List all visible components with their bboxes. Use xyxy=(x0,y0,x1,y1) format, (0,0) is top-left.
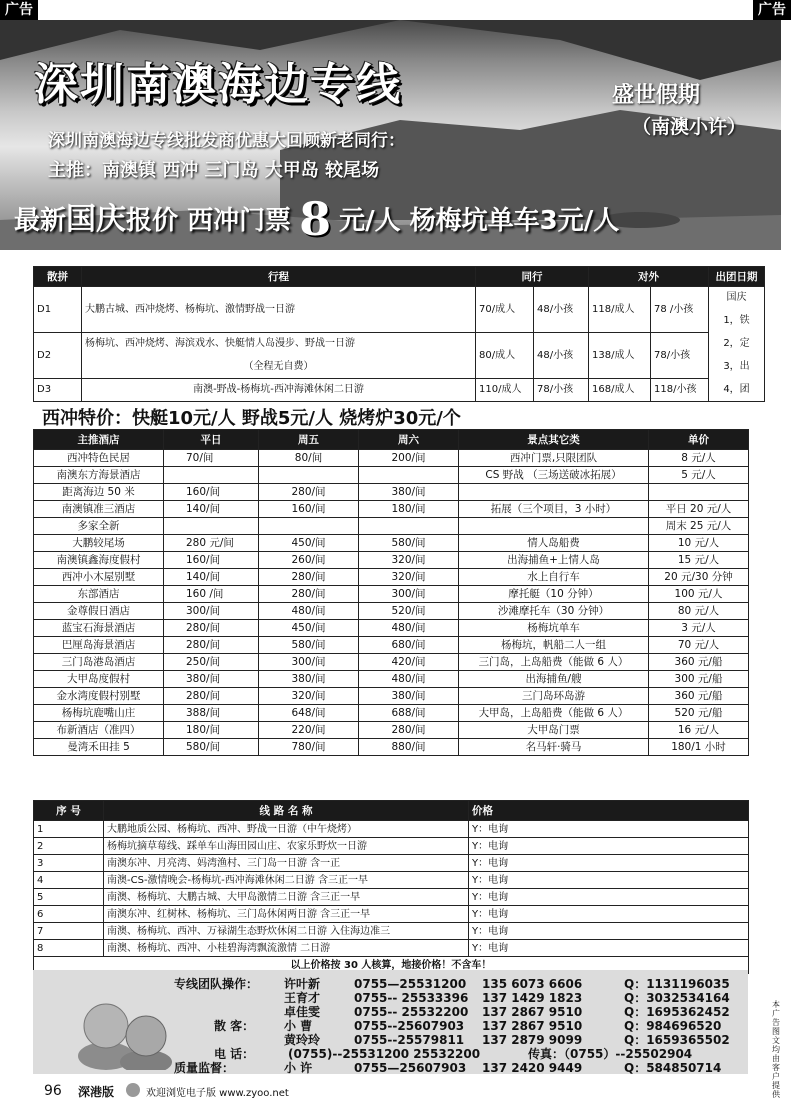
contact-qq: Q：1131196035 xyxy=(624,977,730,991)
route-price: Y：电询 xyxy=(469,821,749,838)
weekday-price: 70/间 xyxy=(164,450,259,467)
friday-price: 648/间 xyxy=(259,705,359,722)
contact-name: 黄玲玲 xyxy=(284,1033,321,1047)
route-row xyxy=(34,855,749,872)
weekday-price: 280/间 xyxy=(164,620,259,637)
fax-line: 传真：（0755）--25502904 xyxy=(528,1047,693,1061)
weekday-price: 160/间 xyxy=(164,484,259,501)
contact-qq: Q：1659365502 xyxy=(624,1033,730,1047)
friday-price: 220/间 xyxy=(259,722,359,739)
attraction-price: 100 元/人 xyxy=(649,586,749,603)
route-no: 4 xyxy=(34,872,104,889)
saturday-price: 520/间 xyxy=(359,603,459,620)
customer-service-avatar-icon xyxy=(71,978,181,1070)
route-price: Y：电询 xyxy=(469,940,749,957)
phone-line: (0755)--25531200 25532200 xyxy=(288,1047,481,1061)
tour-p4: 78 /小孩 xyxy=(651,287,709,333)
hotel-row xyxy=(34,484,749,501)
th-friday: 周五 xyxy=(259,430,359,450)
contact-name: 卓佳雯 xyxy=(284,1005,321,1019)
saturday-price: 200/间 xyxy=(359,450,459,467)
route-no: 3 xyxy=(34,855,104,872)
hotel-table xyxy=(33,429,749,756)
attraction-price: 10 元/人 xyxy=(649,535,749,552)
label-team: 专线团队操作： xyxy=(174,977,259,991)
hotel-row xyxy=(34,671,749,688)
tour-date: 国庆 xyxy=(709,287,765,310)
attraction-price: 80 元/人 xyxy=(649,603,749,620)
hotel-name: 西冲小木屋别墅 xyxy=(34,569,164,586)
tour-route: 杨梅坑、西冲烧烤、海滨戏水、快艇情人岛漫步、野战一日游 xyxy=(82,333,476,356)
hotel-row xyxy=(34,518,749,535)
route-no: 7 xyxy=(34,923,104,940)
site-link[interactable]: 欢迎浏览电子版 www.zyoo.net xyxy=(146,1088,289,1099)
th-route: 行程 xyxy=(82,267,476,287)
attraction-price: 16 元/人 xyxy=(649,722,749,739)
route-name: 南澳、杨梅坑、西冲、万禄湖生态野炊休闲二日游 入住海边准三 xyxy=(104,923,469,940)
route-price: Y：电询 xyxy=(469,855,749,872)
attraction-name: 三门岛，上岛船费（能做 6 人） xyxy=(459,654,649,671)
route-row xyxy=(34,872,749,889)
attraction-name: CS 野战 （三场送破冰拓展） xyxy=(459,467,649,484)
attraction-name: 大甲岛门票 xyxy=(459,722,649,739)
saturday-price: 420/间 xyxy=(359,654,459,671)
route-price: Y：电询 xyxy=(469,906,749,923)
friday-price: 280/间 xyxy=(259,569,359,586)
saturday-price: 480/间 xyxy=(359,671,459,688)
hotel-name: 巴厘岛海景酒店 xyxy=(34,637,164,654)
contact-tel: 0755—25531200 xyxy=(354,977,467,991)
route-name: 南澳、杨梅坑、西冲、小桂碧海湾飘流激情 二日游 xyxy=(104,940,469,957)
friday-price: 380/间 xyxy=(259,671,359,688)
route-no: 6 xyxy=(34,906,104,923)
contact-tel: 0755-- 25532200 xyxy=(354,1005,469,1019)
attraction-price: 360 元/船 xyxy=(649,654,749,671)
attraction-name: 摩托艇（10 分钟） xyxy=(459,586,649,603)
quality-qq: Q：584850714 xyxy=(624,1061,722,1075)
tour-route: 大鹏古城、西冲烧烤、杨梅坑、激情野战一日游 xyxy=(82,287,476,333)
hotel-row xyxy=(34,620,749,637)
friday-price: 450/间 xyxy=(259,535,359,552)
weekday-price xyxy=(164,518,259,535)
tour-p1: 80/成人 xyxy=(476,333,534,379)
hotel-name: 东部酒店 xyxy=(34,586,164,603)
saturday-price: 380/间 xyxy=(359,688,459,705)
route-row xyxy=(34,838,749,855)
contact-name: 王育才 xyxy=(284,991,321,1005)
attraction-name: 西冲门票,只限团队 xyxy=(459,450,649,467)
th-date: 出团日期 xyxy=(709,267,765,287)
friday-price: 580/间 xyxy=(259,637,359,654)
route-price: Y：电询 xyxy=(469,872,749,889)
attraction-price: 360 元/船 xyxy=(649,688,749,705)
saturday-price: 180/间 xyxy=(359,501,459,518)
tour-p3: 138/成人 xyxy=(589,333,651,379)
price-a: 最新 xyxy=(14,206,67,236)
th-hotel: 主推酒店 xyxy=(34,430,164,450)
contact-qq: Q：3032534164 xyxy=(624,991,730,1005)
route-row xyxy=(34,923,749,940)
friday-price: 160/间 xyxy=(259,501,359,518)
attraction-price: 平日 20 元/人 xyxy=(649,501,749,518)
attraction-name: 出海捕鱼+上情人岛 xyxy=(459,552,649,569)
brand-contact: （南澳小许） xyxy=(632,116,747,138)
hotel-row xyxy=(34,586,749,603)
weekday-price: 160 /间 xyxy=(164,586,259,603)
bottom-bar xyxy=(0,1079,791,1100)
weekday-price: 280 元/间 xyxy=(164,535,259,552)
tour-date: 2，定 xyxy=(709,333,765,356)
price-number: 8 xyxy=(299,192,332,246)
hotel-name: 多家全新 xyxy=(34,518,164,535)
attraction-price: 5 元/人 xyxy=(649,467,749,484)
hotel-name: 金尊假日酒店 xyxy=(34,603,164,620)
hero-banner xyxy=(0,20,781,250)
weekday-price: 280/间 xyxy=(164,637,259,654)
tour-table xyxy=(33,266,765,402)
route-name: 南澳东冲、月亮湾、妈湾渔村、三门岛一日游 含一正 xyxy=(104,855,469,872)
friday-price: 300/间 xyxy=(259,654,359,671)
ad-tag-right: 广告 xyxy=(753,0,791,20)
tour-header xyxy=(34,267,765,287)
th-group: 散拼 xyxy=(34,267,82,287)
hotel-row xyxy=(34,688,749,705)
quality-mobile: 137 2420 9449 xyxy=(482,1061,583,1075)
saturday-price: 580/间 xyxy=(359,535,459,552)
attraction-price: 70 元/人 xyxy=(649,637,749,654)
site-logo-icon xyxy=(126,1083,140,1097)
tour-row xyxy=(34,379,765,402)
saturday-price xyxy=(359,518,459,535)
tour-p3: 168/成人 xyxy=(589,379,651,402)
contact-mobile: 137 2879 9099 xyxy=(482,1033,583,1047)
contact-tel: 0755--25579811 xyxy=(354,1033,465,1047)
weekday-price: 388/间 xyxy=(164,705,259,722)
th-attraction: 景点其它类 xyxy=(459,430,649,450)
hotel-name: 距离海边 50 米 xyxy=(34,484,164,501)
friday-price: 280/间 xyxy=(259,586,359,603)
attraction-name: 名马轩·骑马 xyxy=(459,739,649,756)
hotel-name: 西冲特色民居 xyxy=(34,450,164,467)
tour-p4: 118/小孩 xyxy=(651,379,709,402)
tour-p1: 110/成人 xyxy=(476,379,534,402)
contact-name: 小 曹 xyxy=(284,1019,313,1033)
friday-price: 320/间 xyxy=(259,688,359,705)
attraction-name: 情人岛船费 xyxy=(459,535,649,552)
contact-footer xyxy=(33,970,748,1074)
tour-id: D2 xyxy=(34,333,82,379)
tour-row xyxy=(34,287,765,310)
contact-qq: Q：1695362452 xyxy=(624,1005,730,1019)
tour-date: 4，团 xyxy=(709,379,765,402)
route-name: 南澳东冲、红树林、杨梅坑、三门岛休闲两日游 含三正一早 xyxy=(104,906,469,923)
price-b: 国庆 xyxy=(66,202,127,237)
hotel-name: 蓝宝石海景酒店 xyxy=(34,620,164,637)
route-no: 5 xyxy=(34,889,104,906)
weekday-price: 250/间 xyxy=(164,654,259,671)
label-phone: 电 话： xyxy=(214,1047,255,1061)
tour-id: D1 xyxy=(34,287,82,333)
route-header xyxy=(34,801,749,821)
saturday-price: 688/间 xyxy=(359,705,459,722)
tour-p3: 118/成人 xyxy=(589,287,651,333)
label-scatter: 散 客： xyxy=(214,1019,255,1033)
special-offer-title: 西冲特价：快艇10元/人 野战5元/人 烧烤炉30元/个 xyxy=(42,408,461,429)
hotel-row xyxy=(34,535,749,552)
attraction-name: 大甲岛，上岛船费（能做 6 人） xyxy=(459,705,649,722)
weekday-price xyxy=(164,467,259,484)
weekday-price: 280/间 xyxy=(164,688,259,705)
tour-date: 1，铁 xyxy=(709,310,765,333)
attraction-price: 8 元/人 xyxy=(649,450,749,467)
attraction-price: 3 元/人 xyxy=(649,620,749,637)
route-body xyxy=(34,821,749,957)
quality-name: 小 许 xyxy=(284,1061,313,1075)
hero-subtitle: 深圳南澳海边专线批发商优惠大回顾新老同行： xyxy=(48,131,405,151)
attraction-price: 300 元/船 xyxy=(649,671,749,688)
tour-route-note: （全程无自费） xyxy=(82,356,476,379)
attraction-name xyxy=(459,518,649,535)
friday-price: 80/间 xyxy=(259,450,359,467)
attraction-name: 出海捕鱼/艘 xyxy=(459,671,649,688)
attraction-name: 水上自行车 xyxy=(459,569,649,586)
tour-route: 南澳-野战-杨梅坑-西冲海滩休闲二日游 xyxy=(82,379,476,402)
hotel-row xyxy=(34,467,749,484)
route-price: Y：电询 xyxy=(469,923,749,940)
attraction-name: 沙滩摩托车（30 分钟） xyxy=(459,603,649,620)
route-price: Y：电询 xyxy=(469,838,749,855)
attraction-name: 杨梅坑单车 xyxy=(459,620,649,637)
route-note: 以上价格按 30 人核算，地接价格！不含车！ xyxy=(34,957,749,974)
attraction-price: 180/1 小时 xyxy=(649,739,749,756)
hotel-name: 南澳镇鑫海度假村 xyxy=(34,552,164,569)
saturday-price: 300/间 xyxy=(359,586,459,603)
th-line: 线 路 名 称 xyxy=(104,801,469,821)
contact-name: 许叶新 xyxy=(284,977,321,991)
friday-price xyxy=(259,467,359,484)
hotel-name: 大鹏较尾场 xyxy=(34,535,164,552)
hotel-name: 金水湾度假村别墅 xyxy=(34,688,164,705)
attraction-price: 15 元/人 xyxy=(649,552,749,569)
route-no: 1 xyxy=(34,821,104,838)
hotel-row xyxy=(34,501,749,518)
route-table xyxy=(33,800,749,974)
th-no: 序 号 xyxy=(34,801,104,821)
price-d: 元/人 杨梅坑单车3元/人 xyxy=(339,206,620,236)
hotel-name: 大甲岛度假村 xyxy=(34,671,164,688)
route-name: 杨梅坑摘草莓线、踩单车山海田园山庄、农家乐野炊一日游 xyxy=(104,838,469,855)
hotel-row xyxy=(34,450,749,467)
hotel-row xyxy=(34,739,749,756)
hotel-row xyxy=(34,637,749,654)
attraction-name: 三门岛环岛游 xyxy=(459,688,649,705)
weekday-price: 140/间 xyxy=(164,501,259,518)
tour-date: 3，出 xyxy=(709,356,765,379)
hotel-row xyxy=(34,552,749,569)
route-no: 8 xyxy=(34,940,104,957)
hotel-header xyxy=(34,430,749,450)
friday-price: 780/间 xyxy=(259,739,359,756)
attraction-price: 20 元/30 分钟 xyxy=(649,569,749,586)
route-row xyxy=(34,889,749,906)
weekday-price: 380/间 xyxy=(164,671,259,688)
route-no: 2 xyxy=(34,838,104,855)
route-name: 南澳、杨梅坑、大鹏古城、大甲岛激情二日游 含三正一早 xyxy=(104,889,469,906)
th-public: 对外 xyxy=(589,267,709,287)
th-peer: 同行 xyxy=(476,267,589,287)
friday-price: 450/间 xyxy=(259,620,359,637)
hero-highlights: 主推：南澳镇 西冲 三门岛 大甲岛 较尾场 xyxy=(48,160,380,181)
attraction-name: 拓展（三个项目，3 小时） xyxy=(459,501,649,518)
contact-mobile: 135 6073 6606 xyxy=(482,977,583,991)
tour-p2: 48/小孩 xyxy=(534,333,589,379)
attraction-price xyxy=(649,484,749,501)
weekday-price: 160/间 xyxy=(164,552,259,569)
hotel-name: 布新酒店（准四） xyxy=(34,722,164,739)
th-unit-price: 单价 xyxy=(649,430,749,450)
edition-label: 深港版 xyxy=(78,1085,115,1099)
saturday-price: 680/间 xyxy=(359,637,459,654)
hotel-name: 三门岛港岛酒店 xyxy=(34,654,164,671)
hotel-body xyxy=(34,450,749,756)
hotel-row xyxy=(34,705,749,722)
saturday-price: 320/间 xyxy=(359,552,459,569)
route-price: Y：电询 xyxy=(469,889,749,906)
hotel-row xyxy=(34,722,749,739)
route-row xyxy=(34,940,749,957)
hotel-row xyxy=(34,603,749,620)
hotel-row xyxy=(34,569,749,586)
page-number: 96 xyxy=(44,1083,62,1099)
friday-price: 280/间 xyxy=(259,484,359,501)
th-weekday: 平日 xyxy=(164,430,259,450)
contact-mobile: 137 1429 1823 xyxy=(482,991,583,1005)
attraction-price: 周末 25 元/人 xyxy=(649,518,749,535)
quality-tel: 0755—25607903 xyxy=(354,1061,467,1075)
saturday-price: 320/间 xyxy=(359,569,459,586)
hotel-name: 南澳镇准三酒店 xyxy=(34,501,164,518)
saturday-price: 280/间 xyxy=(359,722,459,739)
route-row xyxy=(34,821,749,838)
saturday-price: 480/间 xyxy=(359,620,459,637)
hero-price-line xyxy=(14,192,619,246)
route-name: 南澳-CS-激情晚会-杨梅坑-西冲海滩休闲二日游 含三正一早 xyxy=(104,872,469,889)
tour-p2: 78/小孩 xyxy=(534,379,589,402)
hotel-name: 杨梅坑鹿嘴山庄 xyxy=(34,705,164,722)
hotel-row xyxy=(34,654,749,671)
contact-mobile: 137 2867 9510 xyxy=(482,1019,583,1033)
saturday-price: 880/间 xyxy=(359,739,459,756)
route-row xyxy=(34,906,749,923)
friday-price: 260/间 xyxy=(259,552,359,569)
tour-id: D3 xyxy=(34,379,82,402)
weekday-price: 300/间 xyxy=(164,603,259,620)
saturday-price xyxy=(359,467,459,484)
saturday-price: 380/间 xyxy=(359,484,459,501)
friday-price: 480/间 xyxy=(259,603,359,620)
hotel-name: 曼湾禾田挂 5 xyxy=(34,739,164,756)
brand-name: 盛世假期 xyxy=(612,83,701,108)
ad-tag-left: 广告 xyxy=(0,0,38,20)
price-c: 报价 西冲门票 xyxy=(126,206,292,236)
weekday-price: 180/间 xyxy=(164,722,259,739)
tour-row xyxy=(34,333,765,356)
tour-p2: 48/小孩 xyxy=(534,287,589,333)
attraction-price: 520 元/船 xyxy=(649,705,749,722)
contact-mobile: 137 2867 9510 xyxy=(482,1005,583,1019)
friday-price xyxy=(259,518,359,535)
hero-title: 深圳南澳海边专线 xyxy=(34,59,402,110)
side-note: 本广告图文均由客户提供 xyxy=(772,1000,780,1099)
weekday-price: 580/间 xyxy=(164,739,259,756)
contact-tel: 0755--25607903 xyxy=(354,1019,465,1033)
contact-tel: 0755-- 25533396 xyxy=(354,991,469,1005)
th-saturday: 周六 xyxy=(359,430,459,450)
route-name: 大鹏地质公园、杨梅坑、西冲、野战一日游（中午烧烤） xyxy=(104,821,469,838)
tour-p4: 78/小孩 xyxy=(651,333,709,379)
hotel-name: 南澳东方海景酒店 xyxy=(34,467,164,484)
label-quality: 质量监督： xyxy=(174,1061,235,1075)
attraction-name: 杨梅坑，帆船二人一组 xyxy=(459,637,649,654)
contact-qq: Q：984696520 xyxy=(624,1019,722,1033)
weekday-price: 140/间 xyxy=(164,569,259,586)
th-price: 价格 xyxy=(469,801,749,821)
tour-p1: 70/成人 xyxy=(476,287,534,333)
attraction-name xyxy=(459,484,649,501)
